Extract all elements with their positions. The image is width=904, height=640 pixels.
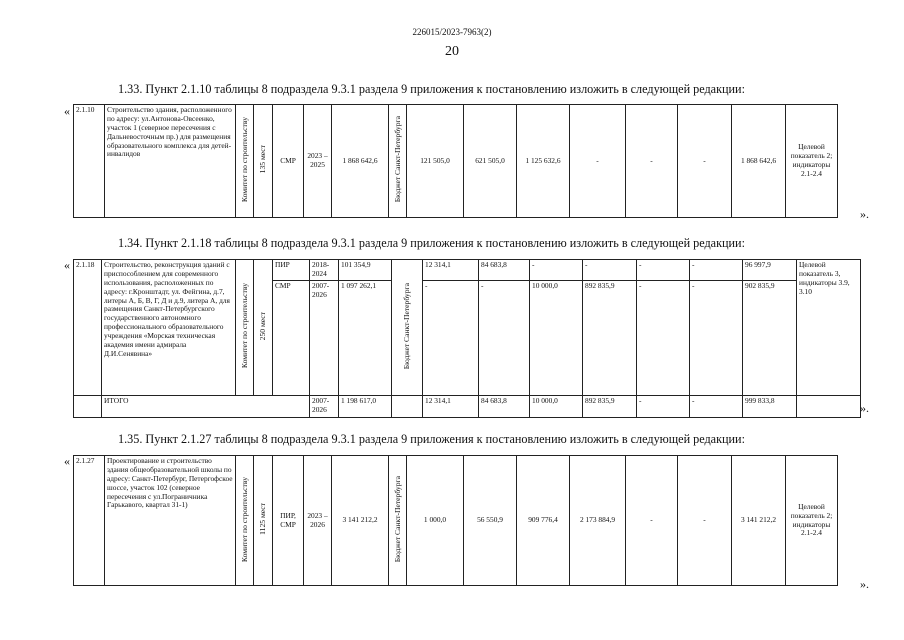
capacity-label: 135 мест [258,145,268,174]
total-cost: 1 868 642,6 [332,105,389,218]
value-cell: 10 000,0 [530,280,583,395]
customer-cell [236,260,254,396]
funding-source: Бюджет Санкт-Петербурга [392,116,402,203]
years: 2023 – 2025 [304,105,332,218]
table-2-1-10 [73,104,900,218]
value-cell: - [690,395,743,417]
sum-cell: 999 833,8 [743,395,797,417]
total-row [74,395,861,417]
work-type: ПИР, СМР [273,456,304,586]
item-number: 2.1.10 [74,105,105,218]
total-cost: 101 354,9 [339,260,392,281]
work-type: СМР [273,280,310,395]
customer-cell [236,456,254,586]
value-cell: - [570,105,626,218]
customer-label: Комитет по строительству [239,117,249,203]
value-cell: - [583,260,637,281]
value-cell: 892 835,9 [583,395,637,417]
value-cell: - [530,260,583,281]
work-type: ПИР [273,260,310,281]
capacity-cell [254,456,273,586]
value-cell: - [626,456,678,586]
empty-cell [392,395,423,417]
source-cell [389,105,407,218]
years: 2007-2026 [310,395,339,417]
value-cell: - [690,280,743,395]
value-cell: - [637,395,690,417]
value-cell: - [678,105,732,218]
value-cell: - [678,456,732,586]
indicator-cell: Целевой показатель 2; индикаторы 2.1-2.4 [786,105,838,218]
value-cell: - [479,280,530,395]
total-cost: 3 141 212,2 [332,456,389,586]
document-id: 226015/2023-7963(2) [412,27,492,37]
customer-cell [236,105,254,218]
itogo-label: ИТОГО [102,395,310,417]
item-number: 2.1.27 [74,456,105,586]
value-cell: 12 314,1 [423,260,479,281]
value-cell: 56 550,9 [464,456,517,586]
work-type: СМР [273,105,304,218]
customer-label: Комитет по строительству [239,476,249,562]
sum-cell: 3 141 212,2 [732,456,786,586]
indicator-cell: Целевой показатель 3, индикаторы 3.9, 3.10 [797,260,861,396]
value-cell: 12 314,1 [423,395,479,417]
value-cell: 621 505,0 [464,105,517,218]
open-quote: « [64,104,70,118]
funding-source: Бюджет Санкт-Петербурга [392,475,402,563]
value-cell: - [626,105,678,218]
capacity-label: 1125 мест [258,503,268,535]
customer-label: Комитет по строительству [239,283,249,369]
sum-cell: 96 997,9 [743,260,797,281]
value-cell: 2 173 884,9 [570,456,626,586]
sum-cell: 1 868 642,6 [732,105,786,218]
capacity-label: 250 мест [258,311,268,341]
table-row [74,260,861,281]
sum-cell: 902 835,9 [743,280,797,395]
value-cell: 84 683,8 [479,395,530,417]
source-cell [389,456,407,586]
value-cell: 84 683,8 [479,260,530,281]
value-cell: 909 776,4 [517,456,570,586]
open-quote: « [64,454,70,468]
value-cell: 1 000,0 [407,456,464,586]
object-name: Проектирование и строительство здания общеобразовательной школы по адресу: Санкт-Петербург, Петергофское шоссе, участок 102 (северное пересечения с ул.Пограничника Гарькавого, квартал 31-1) [105,456,236,586]
source-cell [392,260,423,396]
section-heading-1-34: 1.34. Пункт 2.1.18 таблицы 8 подраздела 9.3.1 раздела 9 приложения к постановлению изложить в следующей редакции: [118,236,745,250]
value-cell: - [637,260,690,281]
close-quote: ». [860,577,869,591]
funding-source: Бюджет Санкт-Петербурга [402,282,412,370]
value-cell: - [637,280,690,395]
object-name: Строительство здания, расположенного по адресу: ул.Антонова-Овсеенко, участок 1 (северное пересечения с Дальневосточным пр.) для размещения образовательного комплекса для детей-инвалидов [105,105,236,218]
section-heading-1-33: 1.33. Пункт 2.1.10 таблицы 8 подраздела 9.3.1 раздела 9 приложения к постановлению изложить в следующей редакции: [118,82,745,96]
years: 2018-2024 [310,260,339,281]
empty-cell [74,395,102,417]
close-quote: ». [860,401,869,415]
years: 2007-2026 [310,280,339,395]
value-cell: 1 125 632,6 [517,105,570,218]
indicator-cell: Целевой показатель 2; индикаторы 2.1-2.4 [786,456,838,586]
value-cell: 892 835,9 [583,280,637,395]
close-quote: ». [860,207,869,221]
object-name: Строительство, реконструкция зданий с приспособлением для современного использования, расположенных по адресу: г.Кронштадт, ул. Фейгина, д.7, литеры А, Б, В, Г, Д и д.9, литера А, для размещения Санкт-Петербургского государственного автономного профессионального образовательного учреждения «Морская техническая академия имени адмирала Д.И.Сенявина» [102,260,236,396]
table-row [74,105,900,218]
years: 2023 – 2026 [304,456,332,586]
open-quote: « [64,258,70,272]
section-heading-1-35: 1.35. Пункт 2.1.27 таблицы 8 подраздела 9.3.1 раздела 9 приложения к постановлению изложить в следующей редакции: [118,432,745,446]
page-number: 20 [445,44,459,59]
value-cell: 121 505,0 [407,105,464,218]
value-cell: - [690,260,743,281]
table-2-1-18 [73,259,861,418]
table-row [74,456,900,586]
empty-cell [797,395,861,417]
total-cost: 1 097 262,1 [339,280,392,395]
table-2-1-27 [73,455,900,586]
value-cell: 10 000,0 [530,395,583,417]
capacity-cell [254,105,273,218]
item-number: 2.1.18 [74,260,102,396]
total-cost: 1 198 617,0 [339,395,392,417]
capacity-cell [254,260,273,396]
value-cell: - [423,280,479,395]
